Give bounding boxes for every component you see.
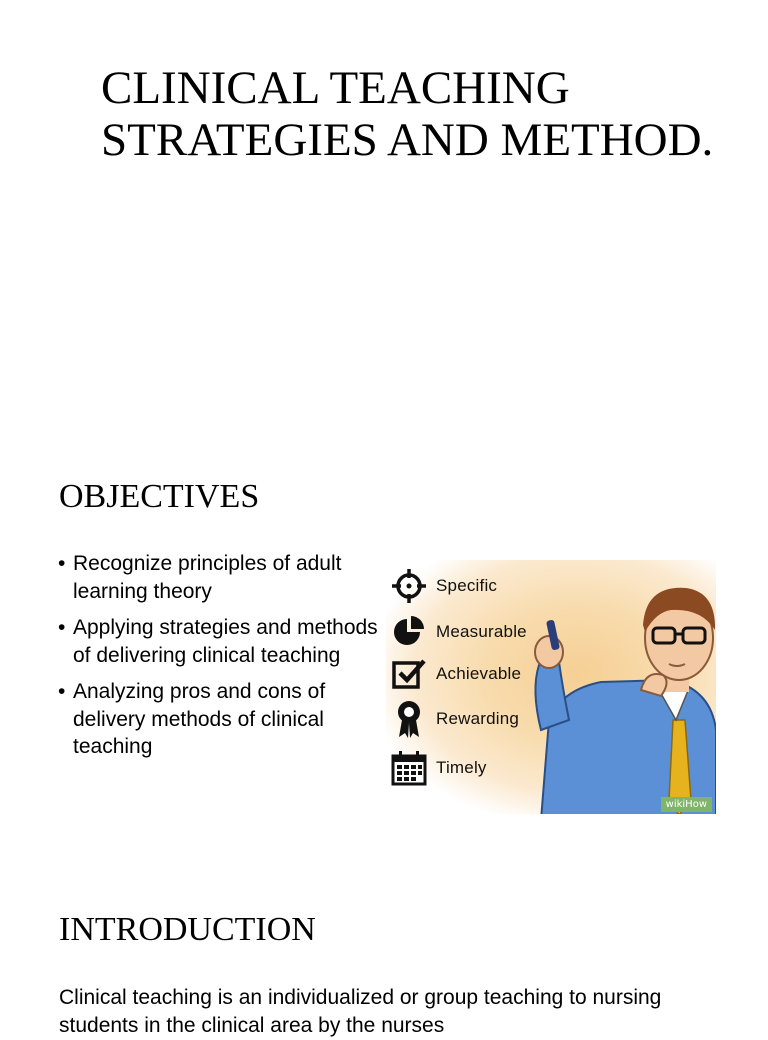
smart-row-achievable [390, 654, 521, 694]
smart-row-rewarding [390, 699, 519, 739]
brand-watermark: wikiHow [661, 797, 712, 812]
crosshair-icon [390, 567, 428, 605]
pie-chart-icon [390, 613, 428, 651]
bullet: • [58, 552, 66, 575]
objective-text: Recognize principles of adult learning theory [73, 552, 342, 603]
list-item [58, 678, 378, 761]
objective-text: Applying strategies and methods of delivering clinical teaching [73, 616, 378, 667]
smart-label: Specific [436, 576, 498, 595]
objective-text: Analyzing pros and cons of delivery methods of clinical teaching [73, 680, 326, 758]
thinking-man-illustration [521, 570, 716, 814]
objectives-heading: OBJECTIVES [59, 478, 260, 515]
smart-label: Timely [436, 758, 487, 777]
introduction-heading: INTRODUCTION [59, 911, 316, 948]
smart-goals-illustration [386, 560, 716, 814]
bullet: • [58, 616, 66, 639]
checkbox-icon [390, 655, 428, 693]
calendar-icon [390, 749, 428, 787]
smart-row-measurable [390, 612, 527, 652]
smart-row-timely [390, 748, 487, 788]
award-ribbon-icon [390, 700, 428, 738]
bullet: • [58, 680, 66, 703]
objectives-list [58, 550, 378, 770]
list-item [58, 550, 378, 605]
introduction-text: Clinical teaching is an individualized or group teaching to nursing students in the clinical area by the nurses [59, 986, 662, 1037]
list-item [58, 614, 378, 669]
smart-label: Measurable [436, 622, 527, 641]
smart-label: Rewarding [436, 709, 520, 728]
smart-label: Achievable [436, 664, 522, 683]
smart-row-specific [390, 566, 497, 606]
slide-title: CLINICAL TEACHING STRATEGIES AND METHOD. [101, 62, 714, 166]
